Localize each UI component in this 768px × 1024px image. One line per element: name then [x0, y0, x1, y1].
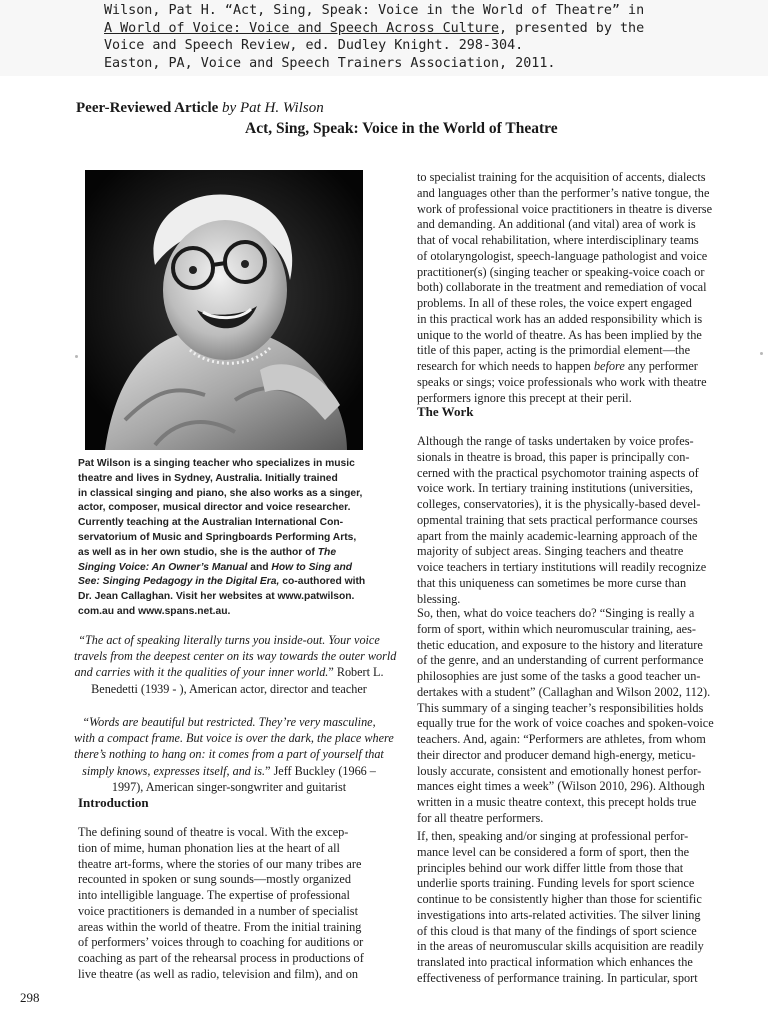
- text-line: underlie sports training. Funding levels for sport science: [417, 876, 695, 891]
- text-line: written in a music theatre context, this precept holds true: [417, 795, 697, 809]
- citation-line-2: [104, 20, 768, 38]
- text-line: of the genre, and an understanding of current performance: [417, 653, 704, 668]
- author-photo: [85, 170, 363, 450]
- article-label: [76, 100, 324, 117]
- text-line: recounted in spoken or sung sounds—mostly organized: [78, 872, 351, 887]
- introduction-paragraph: [78, 825, 364, 983]
- author-byline: by Pat H. Wilson: [218, 100, 324, 116]
- book-title: The: [317, 546, 337, 558]
- text-line: voice teachers in tertiary institutions will readily recognize: [417, 560, 707, 574]
- scan-speck: [75, 355, 78, 358]
- the-work-heading: The Work: [417, 404, 474, 419]
- text-line: This summary of a singing teacher’s responsibilities holds: [417, 700, 704, 715]
- quote-line: there’s nothing to hang on: it comes from a part of yourself that: [74, 747, 384, 762]
- caption-line: [78, 575, 378, 590]
- book-title: Singing Voice: An Owner’s Manual: [78, 561, 248, 573]
- text-line: of otolaryngologist, speech-language pathologist and voice: [417, 248, 708, 263]
- citation-line-4: Easton, PA, Voice and Speech Trainers Association, 2011.: [104, 55, 556, 71]
- quote-attribution: ” Jeff Buckley (1966 –: [265, 763, 376, 778]
- text-line: and demanding. An additional (and vital) area of work is: [417, 217, 696, 232]
- text-line: opmental training that sets practical performance courses: [417, 512, 698, 527]
- sport-science-paragraph: [417, 829, 704, 987]
- quote-line: “The act of speaking literally turns you inside-out. Your voice: [78, 633, 380, 647]
- text-line: tion of mime, human phonation lies at the heart of all: [78, 840, 340, 855]
- text-line: majority of subject areas. Singing teachers and theatre: [417, 544, 684, 559]
- text-line: unique to the world of theatre. As has been implied by the: [417, 327, 702, 342]
- text-line: colleges, conservatories), it is the physically-based devel-: [417, 497, 701, 511]
- text-line: that of vocal rehabilitation, where interdisciplinary teams: [417, 233, 699, 247]
- citation-line-1: Wilson, Pat H. “Act, Sing, Speak: Voice in the World of Theatre” in: [104, 3, 645, 18]
- quote-attribution: ” Robert L.: [328, 665, 384, 680]
- text-line: performers ignore this precept at their peril.: [417, 390, 632, 405]
- text-line: title of this paper, acting is the primordial element—the: [417, 343, 691, 358]
- peer-reviewed-label: Peer-Reviewed Article: [76, 100, 219, 116]
- text-span: any performer: [624, 359, 698, 373]
- text-line: in this practical work has an added responsibility which is: [417, 311, 703, 326]
- caption-text: as well as in her own studio, she is the author of: [78, 546, 318, 558]
- text-line: philosophies are just some of the tasks a good teacher un-: [417, 669, 701, 683]
- voice-teachers-paragraph: [417, 606, 714, 827]
- text-line: areas within the world of theatre. From the initial training: [78, 919, 362, 934]
- caption-text: co-authored with: [279, 576, 366, 588]
- caption-line: theatre and lives in Sydney, Australia. Initially trained: [78, 472, 338, 484]
- caption-line: Pat Wilson is a singing teacher who specializes in music: [78, 458, 355, 469]
- text-line: live theatre (as well as radio, television and film), and on: [78, 966, 359, 981]
- text-line: mance level can be considered a form of sport, then the: [417, 844, 690, 859]
- page-number: 298: [20, 990, 40, 1005]
- text-line: lously accurate, consistent and emotionally honest perfor-: [417, 763, 702, 778]
- text-line: that this uniqueness can sometimes be more curse than: [417, 575, 687, 590]
- quote-text: and carries with it the qualities of your inner world.: [74, 665, 329, 680]
- text-line: of performers’ voices through to coaching for auditions or: [78, 935, 364, 950]
- text-line: of this cloud is that many of the findings of sport science: [417, 923, 697, 938]
- text-line: So, then, what do voice teachers do? “Singing is really a: [417, 606, 695, 620]
- quote-line: “Words are beautiful but restricted. They’re very masculine,: [82, 715, 376, 729]
- citation-book-title: A World of Voice: Voice and Speech Across Culture: [104, 20, 500, 36]
- text-line: to specialist training for the acquisition of accents, dialects: [417, 170, 706, 184]
- text-line: voice work. In tertiary training institutions (universities,: [417, 481, 693, 496]
- scan-speck: [760, 352, 763, 355]
- text-line: both) collaborate in the treatment and remediation of vocal: [417, 280, 707, 295]
- text-line: thetic education, and exposure to the history and literature: [417, 637, 703, 652]
- caption-line: [78, 561, 378, 576]
- book-title: How to Sing and: [271, 561, 353, 573]
- author-photo-illustration: [85, 170, 363, 450]
- text-line: speaks or sings; voice professionals who work with theatre: [417, 374, 707, 389]
- article-title: Act, Sing, Speak: Voice in the World of Theatre: [245, 120, 558, 137]
- quote-line: with a compact frame. But voice is over the dark, the place where: [74, 731, 394, 746]
- caption-line: in classical singing and piano, she also works as a singer,: [78, 487, 363, 499]
- text-line: effectiveness of performance training. In particular, sport: [417, 970, 698, 985]
- text-line: cerned with the practical psychomotor training aspects of: [417, 465, 699, 480]
- quote-line: travels from the deepest center on its way towards the outer world: [74, 649, 397, 664]
- text-span: research for which needs to happen: [417, 359, 594, 373]
- caption-line: Dr. Jean Callaghan. Visit her websites at www.patwilson.: [78, 591, 355, 603]
- citation-line-3: Voice and Speech Review, ed. Dudley Knight. 298-304.: [104, 38, 524, 53]
- caption-line: [78, 546, 378, 561]
- text-line: equally true for the work of voice coaches and spoken-voice: [417, 716, 714, 731]
- text-line: for all theatre performers.: [417, 810, 544, 825]
- book-title: See: Singing Pedagogy in the Digital Era,: [78, 576, 280, 588]
- text-line: The defining sound of theatre is vocal. With the excep-: [78, 825, 349, 839]
- citation-line-2-rest: , presented by the: [499, 20, 645, 36]
- caption-text: and: [247, 561, 272, 573]
- text-line: problems. In all of these roles, the voice expert engaged: [417, 296, 692, 310]
- text-line: apart from the mainly academic-learning approach of the: [417, 528, 698, 543]
- text-line: If, then, speaking and/or singing at professional perfor-: [417, 829, 689, 843]
- text-line: sionals in theatre is broad, this paper is principally con-: [417, 449, 690, 464]
- text-line: and languages other than the performer’s native tongue, the: [417, 185, 710, 200]
- quote-attribution: 1997), American singer-songwriter and guitarist: [111, 779, 347, 794]
- quote-line: [74, 664, 384, 680]
- quote-line: [74, 763, 384, 779]
- text-line: practitioner(s) (singing teacher or speaking-voice coach or: [417, 264, 705, 279]
- caption-line: com.au and www.spans.net.au.: [78, 605, 231, 617]
- text-line: blessing.: [417, 591, 461, 606]
- the-work-paragraph: [417, 434, 706, 607]
- caption-line: actor, composer, musical director and voice researcher.: [78, 502, 351, 514]
- text-line: teachers. And, again: “Performers are athletes, from whom: [417, 732, 706, 746]
- text-line: into intelligible language. The expertise of professional: [78, 888, 350, 902]
- text-line: Although the range of tasks undertaken by voice profes-: [417, 434, 694, 448]
- text-line: principles behind our work differ little from those that: [417, 860, 684, 875]
- emphasis-text: before: [593, 359, 625, 373]
- text-line: translated into practical information which enhances the: [417, 955, 693, 969]
- text-line: continue to be consistently higher than those for scientific: [417, 892, 702, 906]
- text-line: theatre art-forms, where the stories of our many tribes are: [78, 856, 362, 871]
- text-line: coaching as part of the rehearsal process in productions of: [78, 951, 364, 965]
- text-line: [417, 359, 712, 375]
- caption-line: Currently teaching at the Australian International Con-: [78, 517, 344, 529]
- text-line: their director and producer demand high-energy, meticu-: [417, 747, 696, 762]
- quote-text: simply knows, expresses itself, and is.: [82, 763, 266, 778]
- introduction-heading: Introduction: [78, 795, 149, 810]
- text-line: work of professional voice practitioners in theatre is diverse: [417, 201, 713, 216]
- text-line: dertakes with a student” (Callaghan and Wilson 2002, 112).: [417, 684, 711, 699]
- text-line: in the areas of neuromuscular skills acquisition are readily: [417, 939, 704, 954]
- citation-block: [0, 0, 768, 76]
- text-line: form of sport, within which neuromuscular training, aes-: [417, 621, 697, 636]
- text-line: mances eight times a week” (Wilson 2010, 296). Although: [417, 779, 705, 794]
- continuation-paragraph: [417, 170, 712, 406]
- text-line: investigations into arts-related activities. The silver lining: [417, 907, 701, 922]
- epigraph-buckley: [74, 714, 394, 795]
- epigraph-benedetti: [74, 632, 397, 697]
- text-line: voice practitioners is demanded in a number of specialist: [78, 903, 359, 918]
- quote-attribution: Benedetti (1939 - ), American actor, director and teacher: [91, 681, 367, 696]
- caption-line: servatorium of Music and Springboards Performing Arts,: [78, 531, 357, 543]
- author-bio-caption: [78, 457, 378, 620]
